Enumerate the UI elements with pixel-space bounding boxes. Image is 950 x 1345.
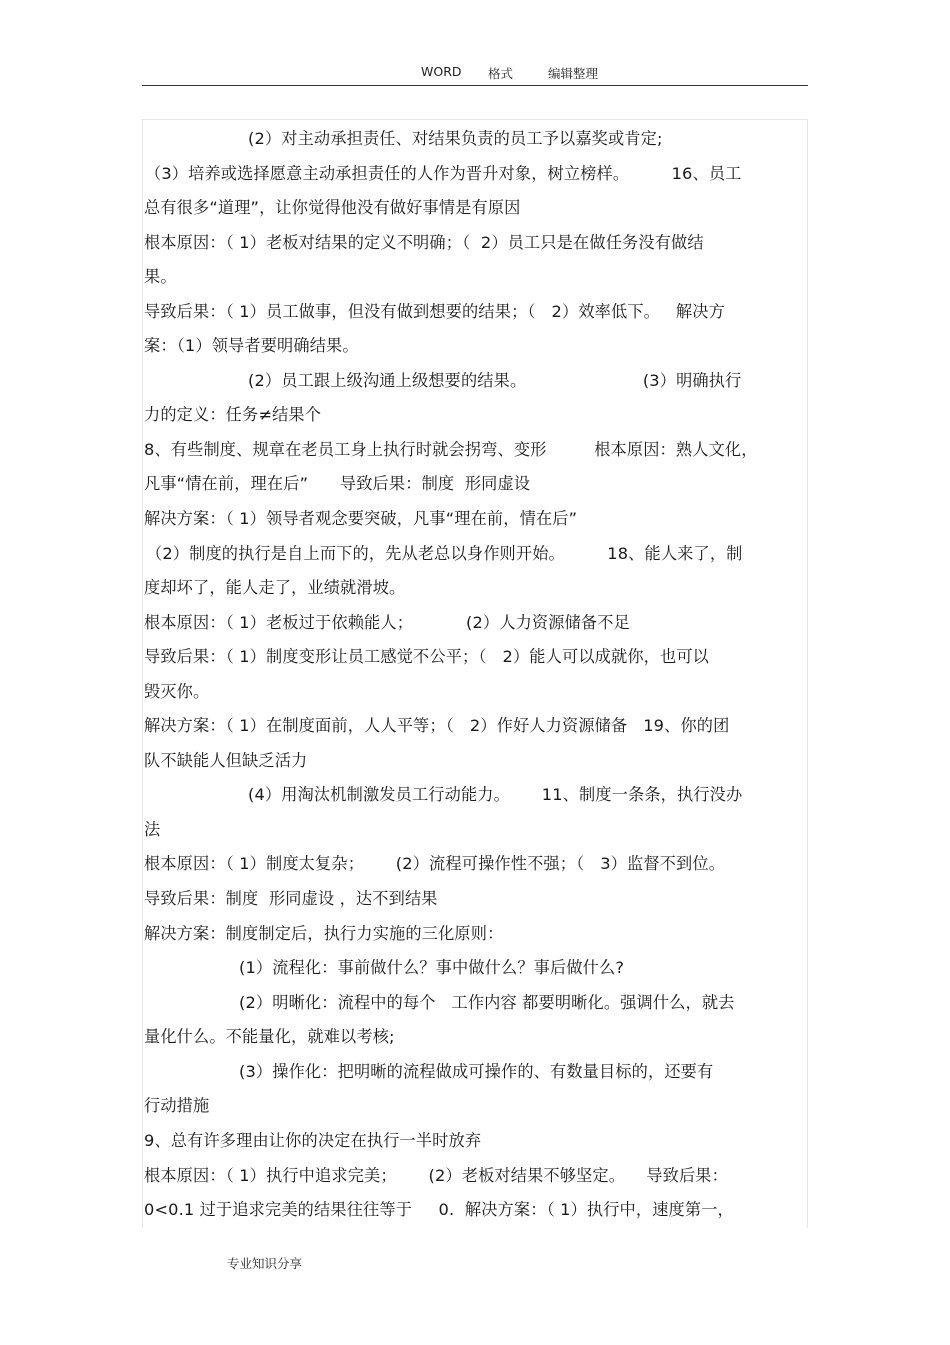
text-line: 9、总有许多理由让你的决定在执行一半时放弃 <box>144 1131 482 1150</box>
text-line: (4）用淘汰机制激发员工行动能力。 11、制度一条条，执行没办 <box>248 785 743 804</box>
header-rule <box>142 85 808 86</box>
text-line: 力的定义：任务≠结果个 <box>144 405 322 424</box>
text-line: 根本原因：（ 1）执行中追求完美； (2）老板对结果不够坚定。 导致后果： <box>144 1166 728 1185</box>
text-line: 总有很多“道理”，让你觉得他没有做好事情是有原因 <box>144 198 521 217</box>
text-line: （3）培养或选择愿意主动承担责任的人作为晋升对象，树立榜样。 16、员工 <box>145 164 742 183</box>
page-footer: 专业知识分享 <box>227 1256 303 1271</box>
text-line: 导致后果：制度 形同虚设 ，达不到结果 <box>144 889 438 908</box>
text-line: 根本原因：（ 1）制度太复杂； (2）流程可操作性不强；（ 3）监督不到位。 <box>144 854 726 873</box>
text-line: 解决方案：制度制定后，执行力实施的三化原则： <box>144 924 504 943</box>
text-line: 案：（1）领导者要明确结果。 <box>144 336 359 355</box>
text-line: (1）流程化：事前做什么？事中做什么？事后做什么? <box>239 958 625 977</box>
text-line: 根本原因：（ 1）老板对结果的定义不明确；（ 2）员工只是在做任务没有做结 <box>144 233 704 252</box>
text-line: 量化什么。不能量化，就难以考核; <box>144 1027 395 1046</box>
text-line: 导致后果：（ 1）员工做事，但没有做到想要的结果；（ 2）效率低下。 解决方 <box>144 302 725 321</box>
text-line: （2）制度的执行是自上而下的，先从老总以身作则开始。 18、能人来了，制 <box>146 544 743 563</box>
text-line: 法 <box>144 820 161 839</box>
text-line: (2）对主动承担责任、对结果负责的员工予以嘉奖或肯定; <box>248 129 663 148</box>
text-line: 毁灭你。 <box>144 682 210 701</box>
header-word: WORD <box>421 64 462 79</box>
text-line: 凡事“情在前，理在后” 导致后果：制度 形同虚设 <box>144 474 531 493</box>
text-line: (3）操作化：把明晰的流程做成可操作的、有数量目标的，还要有 <box>239 1062 714 1081</box>
text-line: 导致后果：（ 1）制度变形让员工感觉不公平；（ 2）能人可以成就你，也可以 <box>144 647 710 666</box>
header-editing: 编辑整理 <box>548 66 599 81</box>
text-line: 队不缺能人但缺乏活力 <box>144 751 308 770</box>
header-format: 格式 <box>488 66 514 81</box>
text-line: 解决方案：（ 1）领导者观念要突破，凡事“理在前，情在后” <box>144 509 578 528</box>
text-line: 度却坏了，能人走了，业绩就滑坡。 <box>144 578 406 597</box>
text-line: 0<0.1 过于追求完美的结果往往等于 0. 解决方案：（ 1）执行中，速度第一， <box>144 1200 734 1219</box>
text-line: (2）明晰化：流程中的每个 工作内容 都要明晰化。强调什么，就去 <box>239 993 735 1012</box>
text-line: 果。 <box>144 267 177 286</box>
text-line: 行动措施 <box>144 1096 210 1115</box>
text-line: (2）员工跟上级沟通上级想要的结果。 (3）明确执行 <box>248 371 742 390</box>
text-line: 根本原因：（ 1）老板过于依赖能人； (2）人力资源储备不足 <box>144 613 630 632</box>
text-line: 8、有些制度、规章在老员工身上执行时就会拐弯、变形 根本原因：熟人文化， <box>144 440 758 459</box>
text-line: 解决方案：（ 1）在制度面前，人人平等；（ 2）作好人力资源储备 19、你的团 <box>144 716 730 735</box>
page-header <box>0 62 950 82</box>
content-frame <box>142 119 808 1228</box>
